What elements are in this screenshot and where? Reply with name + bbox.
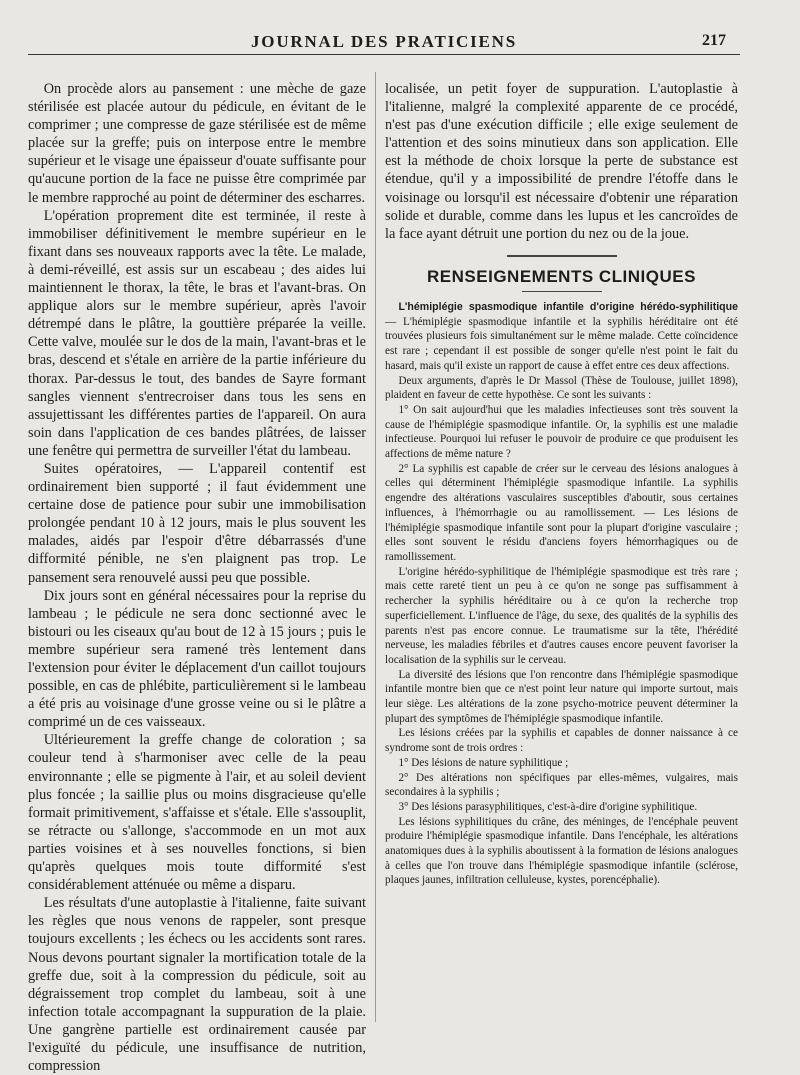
paragraph: Ultérieurement la greffe change de coloration ; sa couleur tend à s'harmoniser avec celle de la peau environnante ; elle se pigmente à l'air, et au soleil devient plus foncée ; la saillie plus ou moins disgracieuse qu'elle formait primitivement, s'affaisse et s'étale. Elle s'assouplit, se rétracte ou s'allonge, s'accommode en un mot aux parties voisines et à ses nouvelles fonctions, si bien qu'après quelques mois toute difformité s'est considérablement atténuée ou même a disparu. [28,732,366,894]
right-column [385,80,738,888]
section-title: RENSEIGNEMENTS CLINIQUES [427,266,696,286]
list-item: 2° Des altérations non spécifiques par elles-mêmes, vulgaires, mais secondaires à la syphilis ; [385,771,738,799]
page-number: 217 [702,32,726,49]
page-header [28,22,740,55]
paragraph: L'opération proprement dite est terminée, il reste à immobiliser définitivement le membre supérieur en le fixant dans ses nouveaux rapports avec la tête. Le malade, à demi-réveillé, est assis sur un escabeau ; des aides lui maintiennent le thorax, la tête, le bras et l'avant-bras. On applique alors sur le membre supérieur, après l'avoir détrempé dans le plâtre, la gouttière préparée la veille. Cette valve, moulée sur le dos de la main, l'avant-bras et le bras, descend et s'étale en arrière de la partie inférieure du thorax. Par-dessus le tout, des bandes de Sayre formant sangles viennent s'entrecroiser dans tous les sens en assujettissant les différentes parties de l'appareil. On aura soin dans l'application de ces bandes plâtrées, de laisser une fenêtre qui permettra de surveiller l'état du lambeau. [28,207,366,459]
article-title: L'hémiplégie spasmodique infantile d'origine hérédo-syphilitique [398,301,738,314]
paragraph: Dix jours sont en général nécessaires pour la reprise du lambeau ; le pédicule ne sera donc sectionné avec le bistouri ou les ciseaux qu'au bout de 12 à 15 jours ; puis le membre supérieur sera ramené très lentement dans l'extension pour éviter le déplacement d'un caillot toujours possible, en cas de phlébite, particulièrement si le lambeau a été pris au voisinage d'une grosse veine ou si le plâtre a comprimé un de ces vaisseaux. [28,587,366,731]
paragraph: 1° On sait aujourd'hui que les maladies infectieuses sont très souvent la cause de l'hémiplégie spasmodique infantile. Or, la syphilis est une maladie infectieuse. Pourquoi lui refuser le pouvoir de produire ce que produisent les affections de même nature ? [385,403,738,461]
column-divider [375,72,376,1022]
paragraph: 2° La syphilis est capable de créer sur le cerveau des lésions analogues à celles qui déterminent l'hémiplégie spasmodique infantile. La syphilis engendre des altérations vasculaires susceptibles d'aboutir, sous certaines influences, à l'hémorrhagie ou au ramollissement. — Les lésions de l'hémiplégie spasmodique infantile sont pour la plupart d'origine vasculaire ; elles sont souvent le résidu d'anciens foyers hémorrhagiques ou de ramollissement. [385,462,738,563]
article-intro-text: — L'hémiplégie spasmodique infantile et la syphilis héréditaire ont été trouvées plusieurs fois simultanément sur le même malade. Cette coïncidence est rare ; cependant il est possible de songer qu'elle n'est point le fait du hasard, mais qu'il existe un rapport de cause à effet entre ces deux affections. [385,315,738,372]
paragraph: Les lésions créées par la syphilis et capables de donner naissance à ce syndrome sont de trois ordres : [385,727,738,755]
paragraph: Les lésions syphilitiques du crâne, des méninges, de l'encéphale peuvent produire l'hémiplégie spasmodique infantile. Dans l'encéphale, les altérations anatomiques dues à la syphilis aboutissent à la formation de lésions analogues à celles que l'on trouve dans l'hémiplégie spasmodique infantile (sclérose, plaques jaunes, infiltration celluleuse, kystes, porencéphalie). [385,815,738,887]
section-rule [507,255,617,257]
article-intro [385,300,738,374]
paragraph: Les résultats d'une autoplastie à l'italienne, faite suivant les règles que nous venons de rappeler, sont presque toujours excellents ; les échecs ou les accidents sont rares. Nous devons pourtant signaler la mortification totale de la greffe due, soit à la compression du pédicule, soit au dégraissement trop complet du lambeau, soit à une infection totale accompagnant la suppuration de la plaie. Une gangrène partielle est ordinairement causée par l'exiguïté du pédicule, une insuffisance de nutrition, compression [28,895,366,1075]
list-item: 1° Des lésions de nature syphilitique ; [398,756,569,769]
paragraph: Deux arguments, d'après le Dr Massol (Thèse de Toulouse, juillet 1898), plaident en faveur de cette hypothèse. Ce sont les suivants : [385,374,738,402]
journal-title: JOURNAL DES PRATICIENS [251,32,517,51]
paragraph: Suites opératoires, — L'appareil contentif est ordinairement bien supporté ; il faut évidemment une certaine dose de patience pour subir une immobilisation prolongée pendant 10 à 12 jours, mais le plus souvent les malades, aidés par l'espoir d'être débarrassés d'une difformité pénible, ne s'en plaignent pas trop. Le pansement sera renouvelé aussi peu que possible. [28,460,366,586]
list-item: 3° Des lésions parasyphilitiques, c'est-à-dire d'origine syphilitique. [398,800,698,813]
paragraph: La diversité des lésions que l'on rencontre dans l'hémiplégie spasmodique infantile montre bien que ce n'est point leur nature qui importe surtout, mais leur siège. Les altérations de la zone psycho-motrice peuvent déterminer la plupart des symptômes de l'hémiplégie spasmodique infantile. [385,668,738,725]
paragraph: On procède alors au pansement : une mèche de gaze stérilisée est placée autour du pédicule, en évitant de le comprimer ; une compresse de gaze stérilisée est de même placée sur la greffe; puis on interpose entre le membre supérieur et le visage une épaisseur d'ouate suffisante pour qu'aucune portion de la face ne puisse être comprimée par le membre rapproché au point de déterminer des escharres. [28,81,366,206]
section-rule [522,291,602,292]
paragraph: L'origine hérédo-syphilitique de l'hémiplégie spasmodique est très rare ; mais cette rareté tient un peu à ce qu'on ne songe pas suffisamment à rechercher la syphilis héréditaire ou à ce qu'on la recherche trop superficiellement. L'influence de l'âge, du sexe, des qualités de la syphilis des parents n'est pas encore connue. Le traumatisme sur la tête, l'hérédité nerveuse, les maladies fébriles et d'autres causes encore peuvent favoriser la localisation de la syphilis sur le cerveau. [385,565,738,666]
paragraph: localisée, un petit foyer de suppuration. L'autoplastie à l'italienne, malgré la complexité apparente de ce procédé, n'est pas d'une exécution difficile ; elle exige seulement de l'attention et des soins minutieux dans son application. Elle est la méthode de choix lorsque la perte de substance est étendue, qu'il y a impossibilité de prendre l'étoffe dans le voisinage ou lorsqu'il est nécessaire d'obtenir une réparation solide et durable, comme dans les lupus et les cancroïdes de la face ayant détruit une portion du nez ou de la joue. [385,81,738,242]
left-column [28,80,366,1075]
